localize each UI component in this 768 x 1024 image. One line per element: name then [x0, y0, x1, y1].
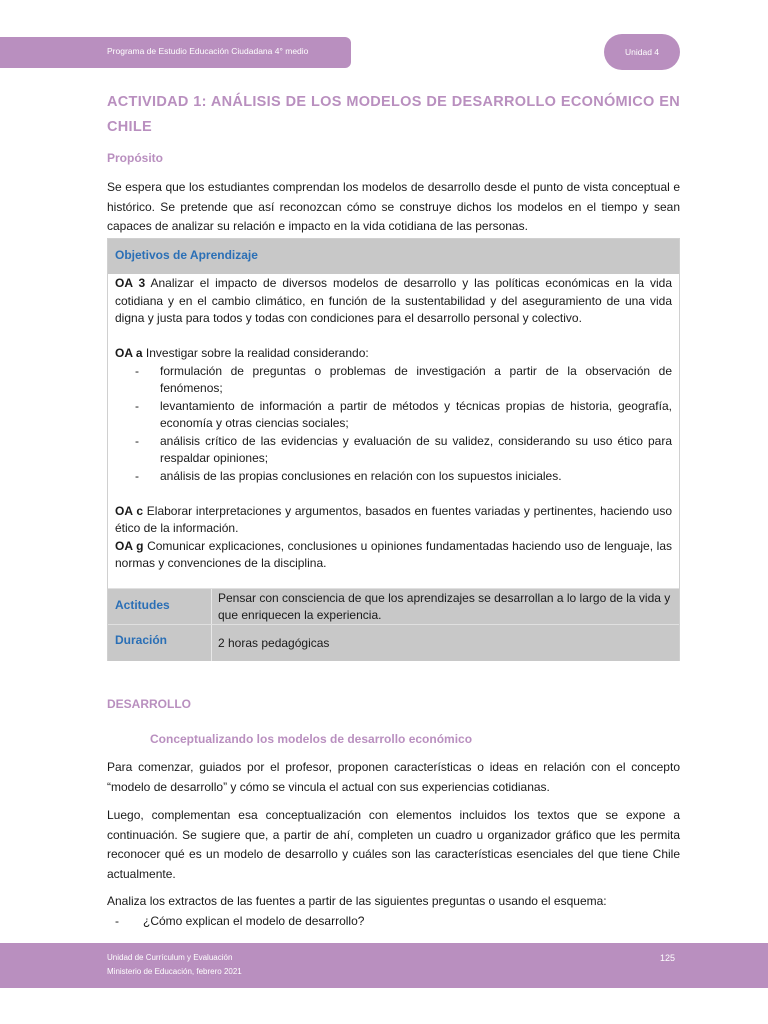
oaa-list: [115, 363, 672, 486]
page-number: 125: [660, 953, 676, 963]
list-item: - formulación de preguntas o problemas de investigación a partir de la observación de fenómenos;: [135, 363, 672, 395]
oa3-text: Analizar el impacto de diversos modelos de desarrollo y las políticas económicas en la vida cotidiana y en el cambio climático, en función de la sustentabilidad y del aseguramiento de una vida digna y justa para todos y todas con condiciones para el desarrollo personal y colectivo.: [115, 276, 672, 325]
desarrollo-bullet1: ¿Cómo explican el modelo de desarrollo?: [143, 914, 365, 928]
objectives-body: [115, 275, 672, 573]
oac: [115, 503, 672, 538]
objectives-header: [108, 239, 679, 274]
list-item: - análisis de las propias conclusiones en relación con los supuestos iniciales.: [135, 468, 562, 483]
oag-code: OA g: [115, 538, 144, 553]
oaa: [115, 345, 672, 363]
duracion-label: Duración: [115, 633, 168, 647]
unit-badge: Unidad 4: [604, 34, 680, 70]
desarrollo-p1: Para comenzar, guiados por el profesor, proponen características o ideas en relación con el concepto “modelo de desarrollo” y cómo se vincula el actual con sus experiencias cotidianas.: [107, 760, 680, 794]
oac-code: OA c: [115, 503, 144, 518]
oaa-code: OA a: [115, 346, 143, 360]
activity-title: ACTIVIDAD 1: ANÁLISIS DE LOS MODELOS DE DESARROLLO ECONÓMICO EN CHILE: [107, 94, 680, 135]
actitudes-row: [108, 588, 679, 625]
oaa-text: Investigar sobre la realidad considerando:: [142, 346, 369, 360]
oac-text: Elaborar interpretaciones y argumentos, basados en fuentes variadas y pertinentes, haciendo uso ético de la información.: [115, 503, 673, 535]
desarrollo-subheading: Conceptualizando los modelos de desarrollo económico: [150, 732, 473, 746]
footer-line2: Ministerio de Educación, febrero 2021: [107, 967, 242, 976]
footer-line1: Unidad de Currículum y Evaluación: [107, 953, 233, 962]
oa3-code: OA 3: [115, 276, 146, 290]
actitudes-label: Actitudes: [115, 598, 170, 612]
actitudes-text: Pensar con consciencia de que los aprendizajes se desarrollan a lo largo de la vida y que enriquecen la experiencia.: [218, 591, 671, 622]
desarrollo-p3: Analiza los extractos de las fuentes a partir de las siguientes preguntas o usando el esquema:: [107, 894, 607, 908]
program-title: Programa de Estudio Educación Ciudadana 4° medio: [107, 46, 309, 56]
oa3: [115, 275, 672, 328]
list-item: - levantamiento de información a partir de métodos y técnicas propias de historia, geografía, economía y otras ciencias sociales;: [135, 398, 672, 430]
oag-text: Comunicar explicaciones, conclusiones u opiniones fundamentadas haciendo uso de lenguaje, las normas y convenciones de la disciplina.: [115, 538, 672, 570]
desarrollo-heading: DESARROLLO: [107, 697, 191, 711]
oag: [115, 538, 672, 573]
list-item: - análisis crítico de las evidencias y evaluación de su validez, considerando su uso ético para respaldar opiniones;: [135, 433, 672, 465]
footer-bar: [0, 943, 768, 988]
proposito-text: Se espera que los estudiantes comprendan los modelos de desarrollo desde el punto de vista conceptual e histórico. Se pretende que así reconozcan cómo se construye dichos los modelos en el tiempo y sean capaces de analizar su relación e impacto en la vida cotidiana de las personas.: [107, 180, 680, 233]
proposito-heading: Propósito: [107, 151, 163, 165]
duracion-text: 2 horas pedagógicas: [218, 636, 330, 650]
objectives-table: [107, 238, 680, 661]
duracion-row: [108, 624, 679, 661]
header-bar: [0, 37, 351, 68]
objectives-heading: Objetivos de Aprendizaje: [115, 248, 258, 262]
desarrollo-p2: Luego, complementan esa conceptualización con elementos incluidos los textos que se expone a continuación. Se sugiere que, a partir de ahí, completen un cuadro u organizador gráfico que les permita reconocer qué es un modelo de desarrollo y cuáles son las características esenciales del que tiene Chile actualmente.: [107, 808, 680, 881]
